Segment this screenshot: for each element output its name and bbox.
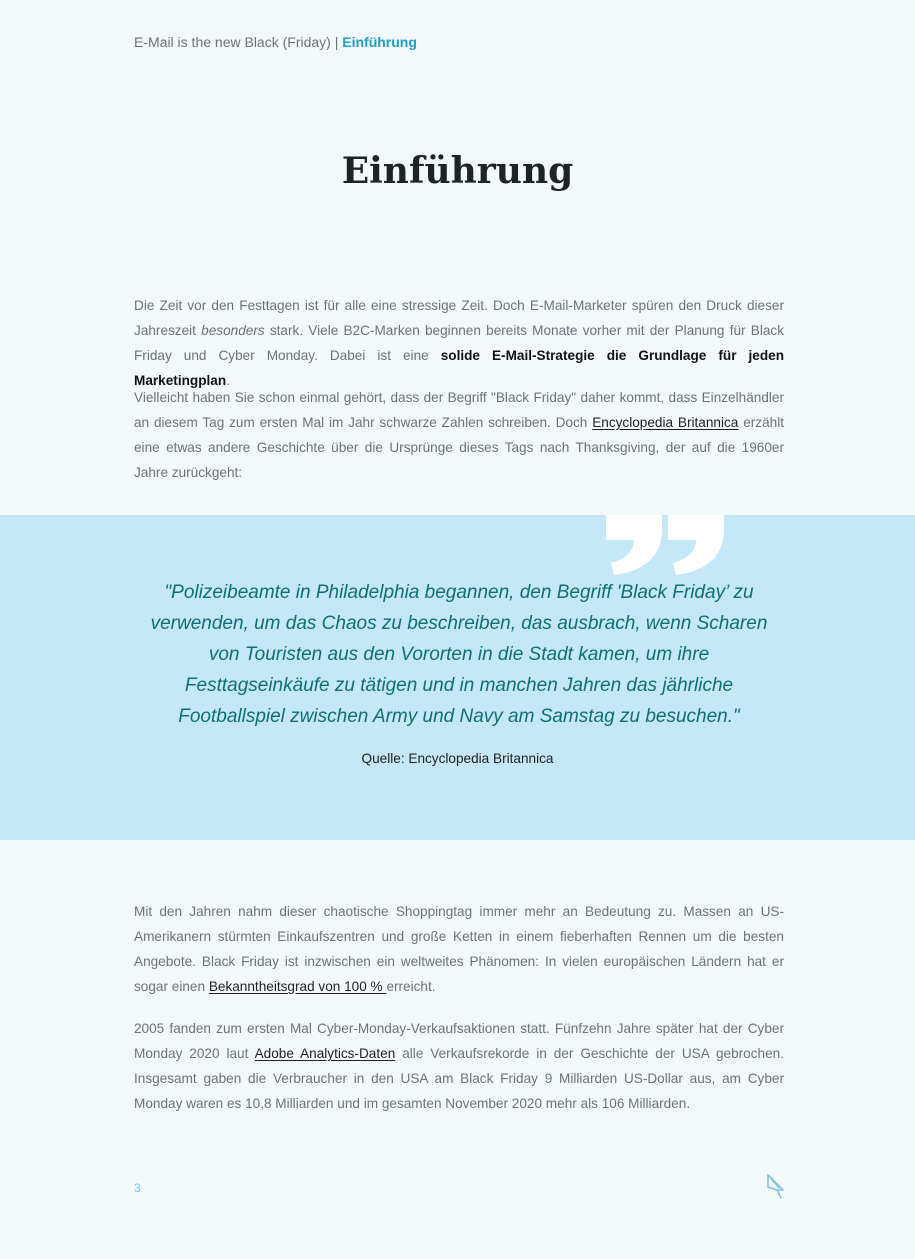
page-title: Einführung (341, 150, 574, 192)
quote-block (0, 515, 915, 840)
emphasis-text: besonders (201, 323, 265, 338)
quote-text: "Polizeibeamte in Philadelphia begannen, den Begriff 'Black Friday’ zu verwenden, um das Chaos zu beschreiben, das ausbrach, wenn Scharen von Touristen aus den Vororten in die Stadt kamen, um ihre Festtagseinkäufe zu tätigen und in manchen Jahren das jährliche Footballspiel zwischen Army und Navy am Samstag zu besuchen." (150, 582, 768, 727)
breadcrumb-section[interactable]: Einführung (342, 34, 417, 50)
paragraph-text: Vielleicht haben Sie schon einmal gehört, dass der Begriff "Black Friday" daher kommt, dass Einzelhändler an diesem Tag zum ersten Mal im Jahr schwarze Zahlen schreiben. Doch (134, 390, 784, 430)
awareness-link[interactable]: Bekanntheitsgrad von 100 % (208, 979, 387, 994)
paragraph-text: stark. Viele B2C-Marken beginnen bereits Monate vorher mit der Planung für Black Friday und Cyber Monday. Dabei ist eine (134, 323, 785, 363)
brand-logo-icon (765, 1173, 787, 1201)
paragraph-text: erzählt eine etwas andere Geschichte über die Ursprünge dieses Tags nach Thanksgiving, der auf die 1960er Jahre zurückgeht: (134, 415, 784, 480)
breadcrumb-doc-title: E-Mail is the new Black (Friday) | (134, 34, 343, 50)
growth-paragraph (134, 899, 784, 999)
paragraph-text: erreicht. (386, 979, 436, 994)
paragraph-text: Mit den Jahren nahm dieser chaotische Shoppingtag immer mehr an Bedeutung zu. Massen an US-Amerikanern stürmten Einkaufszentren und große Ketten in einem fieberhaften Rennen um die besten Angebote. Black Friday ist inzwischen ein weltweites Phänomen: In vielen europäischen Ländern hat er sogar einen (134, 904, 784, 994)
history-paragraph (134, 385, 784, 485)
paragraph-text: . (226, 373, 230, 388)
quotation-mark-icon (600, 515, 730, 577)
adobe-analytics-link[interactable]: Adobe Analytics-Daten (254, 1046, 396, 1061)
bold-text: solide E-Mail-Strategie die Grundlage für jeden Marketingplan (134, 348, 784, 388)
intro-paragraph (134, 293, 784, 393)
cyber-monday-paragraph (134, 1016, 784, 1116)
britannica-link[interactable]: Encyclopedia Britannica (592, 415, 739, 430)
breadcrumb (134, 34, 417, 50)
paragraph-text: alle Verkaufsrekorde in der Geschichte der USA gebrochen. Insgesamt gaben die Verbraucher in den USA am Black Friday 9 Milliarden US-Dollar aus, am Cyber Monday waren es 10,8 Milliarden und im gesamten November 2020 mehr als 106 Milliarden. (134, 1046, 785, 1111)
quote-source: Quelle: Encyclopedia Britannica (361, 751, 554, 766)
paragraph-text: Die Zeit vor den Festtagen ist für alle eine stressige Zeit. Doch E-Mail-Marketer spüren den Druck dieser Jahreszeit (134, 298, 784, 338)
paragraph-text: 2005 fanden zum ersten Mal Cyber-Monday-Verkaufsaktionen statt. Fünfzehn Jahre später hat der Cyber Monday 2020 laut (134, 1021, 784, 1061)
page-number: 3 (134, 1181, 141, 1195)
